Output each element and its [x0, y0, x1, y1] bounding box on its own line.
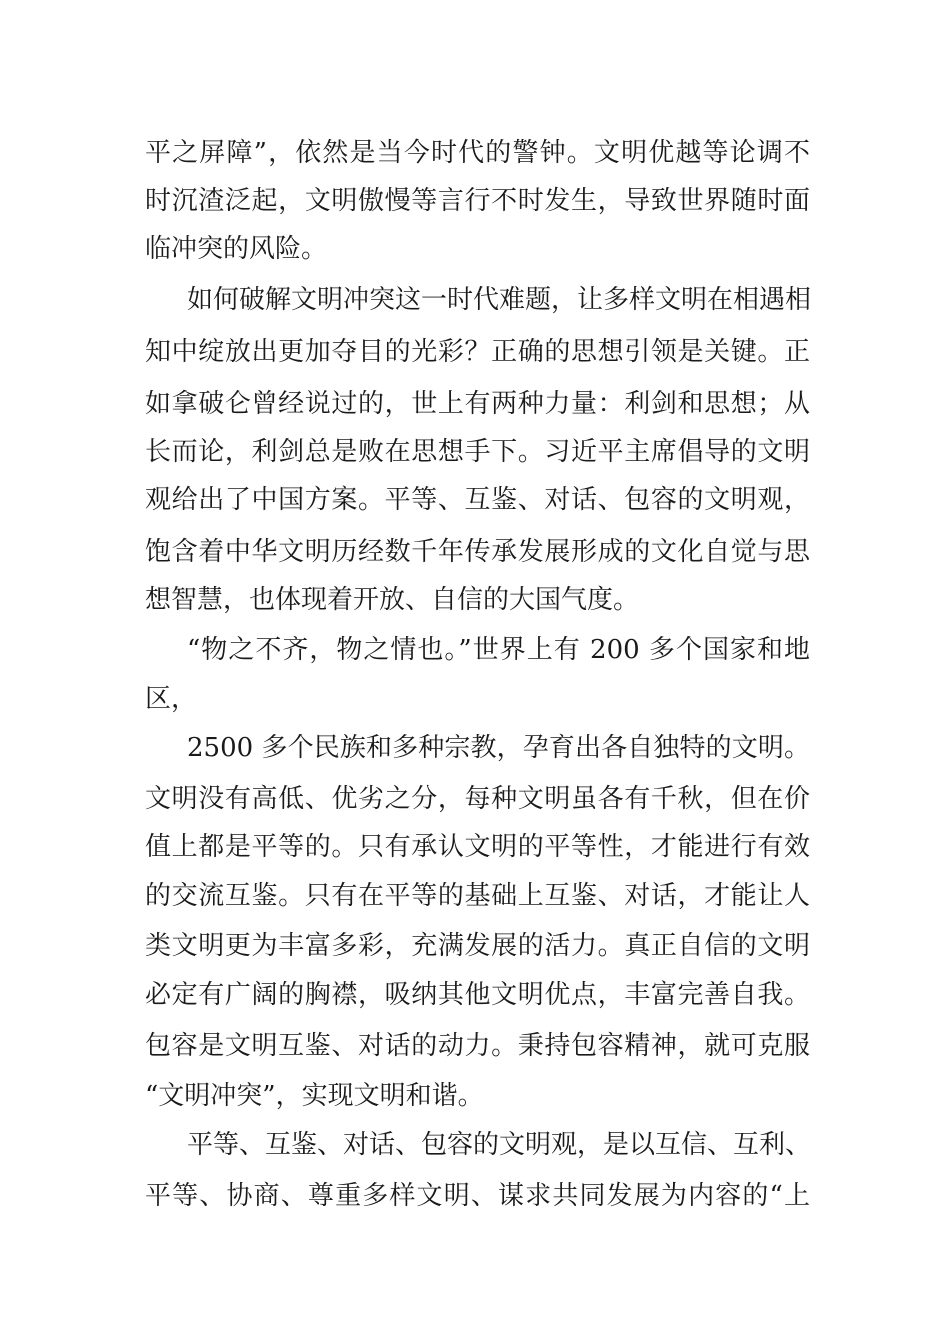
text-line: 值上都是平等的。只有承认文明的平等性，才能进行有效	[145, 832, 810, 862]
text-line: 区，	[145, 684, 198, 714]
text-line: “文明冲突”，实现文明和谐。	[145, 1081, 484, 1111]
paragraph-first-line: 2500 多个民族和多种宗教，孕育出各自独特的文明。	[187, 733, 810, 763]
paragraph-first-line: “物之不齐，物之情也。”世界上有 200 多个国家和地	[187, 635, 810, 665]
text-line: 如拿破仑曾经说过的，世上有两种力量：利剑和思想；从	[145, 389, 810, 419]
text-line: 平等、协商、尊重多样文明、谋求共同发展为内容的“上	[145, 1181, 810, 1211]
text-line: 想智慧，也体现着开放、自信的大国气度。	[145, 585, 640, 615]
text-line: 观给出了中国方案。平等、互鉴、对话、包容的文明观，	[145, 485, 810, 515]
paragraph-first-line: 平等、互鉴、对话、包容的文明观，是以互信、互利、	[187, 1130, 812, 1160]
text-line: 知中绽放出更加夺目的光彩？正确的思想引领是关键。正	[145, 337, 810, 367]
text-line: 长而论，利剑总是败在思想手下。习近平主席倡导的文明	[145, 437, 810, 467]
text-line: 时沉渣泛起，文明傲慢等言行不时发生，导致世界随时面	[145, 186, 810, 216]
paragraph-first-line: 如何破解文明冲突这一时代难题，让多样文明在相遇相	[187, 285, 812, 315]
text-line: 的交流互鉴。只有在平等的基础上互鉴、对话，才能让人	[145, 881, 810, 911]
text-line: 平之屏障”，依然是当今时代的警钟。文明优越等论调不	[145, 138, 810, 168]
text-line: 必定有广阔的胸襟，吸纳其他文明优点，丰富完善自我。	[145, 980, 810, 1010]
text-line: 临冲突的风险。	[145, 234, 328, 264]
text-line: 文明没有高低、优劣之分，每种文明虽各有千秋，但在价	[145, 784, 810, 814]
text-line: 饱含着中华文明历经数千年传承发展形成的文化自觉与思	[145, 537, 810, 567]
text-line: 类文明更为丰富多彩，充满发展的活力。真正自信的文明	[145, 931, 810, 961]
text-line: 包容是文明互鉴、对话的动力。秉持包容精神，就可克服	[145, 1031, 810, 1061]
